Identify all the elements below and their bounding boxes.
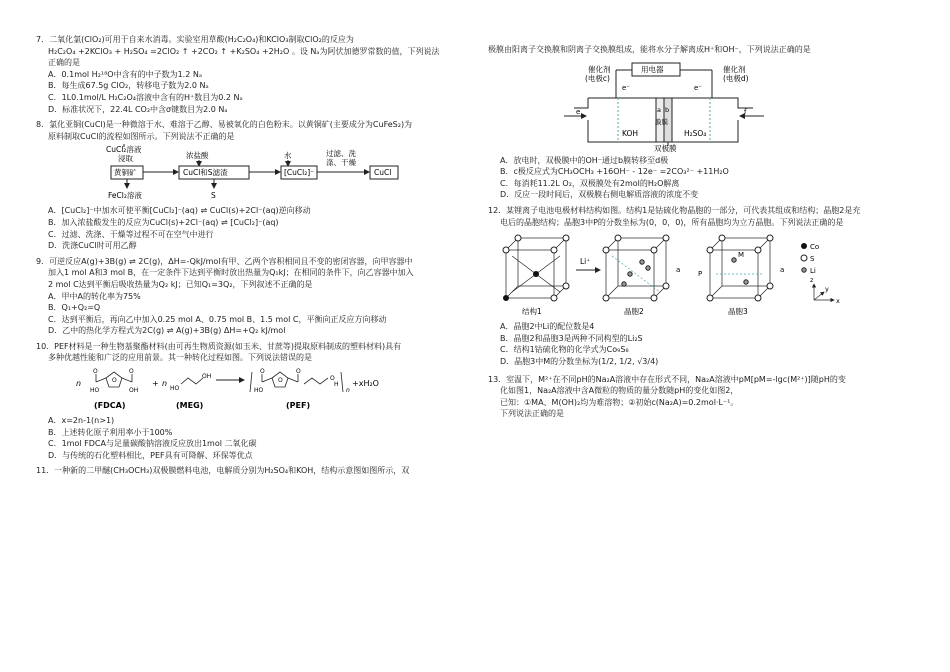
q13-stem-2: 化如图1，Na₂A溶液中含A微粒的物质的量分数随pH的变化如图2，: [500, 386, 739, 396]
svg-text:O: O: [93, 368, 98, 376]
q12-crystal-figure: [488, 230, 908, 318]
q12-option-a: A．晶胞2中Li的配位数是4: [500, 322, 595, 332]
q13-stem-4: 下列说法正确的是: [500, 409, 564, 419]
axis-x: x: [836, 297, 840, 306]
cell-svg: [488, 58, 908, 152]
svg-text:HO: HO: [170, 385, 180, 393]
cell-3-a: a: [780, 266, 785, 275]
q8-stem: 8．氯化亚铜(CuCl)是一种微溶于水、难溶于乙醇、易被氧化的白色粉末。以黄铜矿(主要成分为CuFeS₂)为: [36, 120, 413, 130]
q7-option-a: A．0.1mol H₂¹⁸O中含有的中子数为1.2 Nₐ: [48, 69, 202, 79]
legend: [801, 243, 819, 275]
svg-text:O: O: [112, 377, 117, 385]
flow-top-2: 浓盐酸: [186, 151, 209, 161]
flow-top-1: CuCl₂溶液: [106, 145, 142, 155]
coef-n-2: n: [162, 379, 168, 389]
q7-stem: 7．二氧化氯(ClO₂)可用于自来水消毒。实验室用草酸(H₂C₂O₄)和KClO₃制取ClO₂的反应为: [36, 35, 354, 44]
flow-top-3: 水: [284, 151, 292, 161]
svg-text:O: O: [330, 375, 335, 383]
q9-stem: 9．可逆反应A(g)+3B(g) ⇌ 2C(g)，ΔH=-QkJ/mol有甲、乙两个容积相同且不变的密闭容器，向甲容器中: [36, 256, 413, 266]
flow-box-1-text: 黄铜矿: [114, 168, 137, 178]
legend-li: Li: [810, 267, 816, 276]
svg-text:HO: HO: [254, 387, 264, 395]
q7-option-d: D．标准状况下，22.4L CO₂中含σ键数目为2.0 Nₐ: [48, 104, 228, 114]
electron-label-2: e⁻: [694, 83, 703, 92]
membrane-a-label: a: [657, 105, 661, 114]
label-p: P: [698, 270, 703, 279]
plus-sign: +: [152, 379, 159, 389]
membrane-text: 膜膜: [655, 117, 668, 126]
q11-option-c: C．每消耗11.2L O₂，双极膜处有2mol的H₂O解离: [500, 178, 680, 188]
membrane-b-label: b: [665, 105, 670, 114]
legend-co: Co: [810, 243, 820, 252]
question-7: [36, 34, 446, 115]
flow-bottom-2: S: [211, 191, 216, 201]
q7-equation: H₂C₂O₄ +2KClO₃ + H₂SO₄ =2ClO₂ ↑ +2CO₂ ↑ +K₂SO₄ +2H₂O 。设 Nₐ为阿伏加德罗常数的值，下列说法: [48, 46, 440, 56]
q7-option-c: C．1L0.1mol/L H₂C₂O₄溶液中含有的H⁺数目为0.2 Nₐ: [48, 92, 243, 102]
catalyst-right: 催化剂: [723, 64, 746, 74]
q10-stem: 10．PEF材料是一种生物基聚酯材料(由可再生物质资源(如玉米、甘蔗等)提取原料制成的塑料材料)具有: [36, 341, 402, 351]
q12-option-b: B．晶胞2和晶胞3是两种不同构型的Li₂S: [500, 333, 643, 343]
q11-option-a: A．放电时，双极膜中的OH⁻通过b膜转移至d极: [500, 155, 669, 165]
q11-option-d: D．反应一段时间后，双极膜右侧电解质溶液的浓度不变: [500, 190, 699, 200]
q9-option-d: D．乙中的热化学方程式为2C(g) ⇌ A(g)+3B(g) ΔH=+Q₂ kJ/mol: [48, 326, 286, 336]
question-13: [488, 374, 908, 420]
meg-structure: [181, 378, 203, 384]
label-cell-3: 晶胞3: [728, 307, 748, 317]
svg-text:OH: OH: [129, 387, 139, 395]
axis-y: y: [825, 285, 829, 294]
q9-option-a: A．甲中A的转化率为75%: [48, 291, 141, 301]
q10-option-b: B．上述转化原子利用率小于100%: [48, 427, 173, 437]
label-pef: (PEF): [286, 401, 311, 411]
q12-option-c: C．结构1钴硫化物的化学式为Co₉S₈: [500, 345, 629, 355]
q13-stem-3: 已知：①MA、M(OH)₂均为难溶物；②初始c(Na₂A)=0.2mol·L⁻¹。: [500, 397, 739, 407]
flow-box-4-text: CuCl: [374, 168, 392, 178]
q11-stem-2: 极膜由阳离子交换膜和阴离子交换膜组成，能将水分子解离成H⁺和OH⁻，下列说法正确的是: [488, 45, 811, 54]
q13-stem: 13．室温下，M²⁺在不同pH的Na₂A溶液中存在形式不同，Na₂A溶液中pM[pM=-lgc(M²⁺)]随pH的变: [488, 374, 846, 384]
flow-top-1b: 浸取: [118, 154, 133, 164]
label-meg: (MEG): [176, 401, 204, 411]
reaction-svg: [36, 366, 446, 412]
bipolar-label: 双极膜: [654, 143, 677, 152]
label-fdca: (FDCA): [94, 401, 126, 411]
q11-stem: 11．一种新的二甲醚(CH₃OCH₃)双极膜燃料电池，电解质分别为H₂SO₄和KOH，结构示意图如图所示，双: [36, 466, 410, 476]
crystal-svg: [488, 230, 908, 318]
q9-stem-3: 2 mol C达到平衡后吸收热量为Q₂ kJ；已知Q₁=3Q₂，下列叙述不正确的是: [48, 279, 313, 289]
question-8: [36, 119, 446, 252]
question-9: [36, 256, 446, 337]
q7-option-b: B．每生成67.5g ClO₂，转移电子数为2.0 Nₐ: [48, 81, 209, 91]
svg-text:OH: OH: [202, 373, 212, 381]
q9-option-b: B．Q₁+Q₂=Q: [48, 303, 101, 313]
label-cell-2: 晶胞2: [624, 307, 644, 317]
label-m: M: [738, 251, 745, 260]
q7-tail: 正确的是: [48, 58, 80, 68]
q8-option-b: B．加入浓盐酸发生的反应为CuCl(s)+2Cl⁻(aq) ⇌ [CuCl₂]⁻(aq): [48, 217, 279, 227]
q12-stem-2: 电后的晶胞结构；晶胞3中P的分数坐标为(0，0，0)，所有晶胞均为立方晶胞。下列说法正确的是: [500, 217, 844, 227]
device-label: 用电器: [641, 64, 664, 74]
svg-text:n: n: [346, 387, 350, 395]
svg-text:O: O: [296, 368, 301, 376]
q10-option-c: C．1mol FDCA与足量碳酸钠溶液反应放出1mol 二氧化碳: [48, 439, 257, 449]
q12-stem: 12．某锂离子电池电极材料结构如图。结构1是钴硫化物晶胞的一部分，可代表其组成和结构；晶胞2是充: [488, 205, 861, 215]
question-12: [488, 205, 908, 368]
flow-bottom-1: FeCl₂溶液: [108, 191, 142, 201]
svg-text:O: O: [278, 377, 283, 385]
q10-stem-2: 多种优越性能和广泛的应用前景。其一种转化过程如图。下列说法错误的是: [48, 353, 312, 363]
inlet-e: e: [576, 107, 581, 116]
flow-top-4: 过滤、洗: [326, 149, 356, 159]
q10-option-d: D．与传统的石化塑料相比，PEF具有可降解、环保等优点: [48, 450, 253, 460]
svg-text:O: O: [260, 368, 265, 376]
q9-option-c: C．达到平衡后，再向乙中加入0.25 mol A、0.75 mol B、1.5 mol C，平衡向正反应方向移动: [48, 314, 387, 324]
legend-s: S: [810, 255, 815, 264]
q8-option-a: A．[CuCl₂]⁻中加水可使平衡[CuCl₂]⁻(aq) ⇌ CuCl(s)+2Cl⁻(aq)逆向移动: [48, 206, 311, 216]
question-11-start: [36, 465, 446, 477]
catalyst-left-2: (电极c): [585, 73, 610, 83]
electron-label-1: e⁻: [622, 83, 631, 92]
axis-z: z: [810, 276, 814, 285]
q8-option-d: D．洗涤CuCl时可用乙醇: [48, 241, 137, 251]
q10-option-a: A．x=2n-1(n>1): [48, 416, 115, 426]
q11-cell-diagram: [488, 58, 908, 152]
electrolyte-h2so4: H₂SO₄: [684, 128, 707, 138]
x-h2o: +xH₂O: [352, 379, 379, 389]
svg-text:HO: HO: [90, 387, 100, 395]
electrolyte-koh: KOH: [622, 128, 639, 138]
flow-top-4b: 涤、干燥: [326, 158, 356, 168]
axes: [814, 284, 834, 300]
q8-flowchart: [36, 144, 446, 202]
catalyst-left: 催化剂: [588, 64, 611, 74]
cell-3: [710, 238, 770, 298]
q8-stem-2: 原料制取CuCl的流程如图所示。下列说法不正确的是: [48, 131, 235, 141]
svg-text:H: H: [334, 381, 339, 389]
q10-reaction-figure: [36, 366, 446, 412]
flow-box-3-text: [CuCl₂]⁻: [284, 168, 315, 178]
coef-n-1: n: [76, 379, 82, 389]
right-column: [488, 44, 908, 424]
cell-2: [606, 238, 666, 298]
structure-1: [506, 238, 566, 298]
flow-box-2-text: CuCl和S滤渣: [183, 168, 228, 178]
li-arrow-label: Li⁺: [580, 257, 591, 267]
left-column: [36, 34, 446, 481]
flowchart-svg: [36, 144, 446, 202]
svg-text:O: O: [129, 368, 134, 376]
cell-2-a: a: [676, 266, 681, 275]
catalyst-right-2: (电极d): [723, 73, 749, 83]
q8-option-c: C．过滤、洗涤、干燥等过程不可在空气中进行: [48, 229, 214, 239]
q9-stem-2: 加入1 mol A和3 mol B，在一定条件下达到平衡时放出热量为Q₁kJ；在相同的条件下，向乙容器中加入: [48, 268, 414, 278]
q11-option-b: B．c极反应式为CH₃OCH₃ +16OH⁻ - 12e⁻ =2CO₃²⁻ +11H₂O: [500, 167, 729, 177]
question-11-continued: [488, 44, 908, 201]
question-10: [36, 341, 446, 462]
q12-option-d: D．晶胞3中M的分数坐标为(1/2, 1/2, √3/4): [500, 356, 659, 366]
label-structure-1: 结构1: [522, 307, 542, 317]
inlet-f: f: [744, 107, 747, 116]
